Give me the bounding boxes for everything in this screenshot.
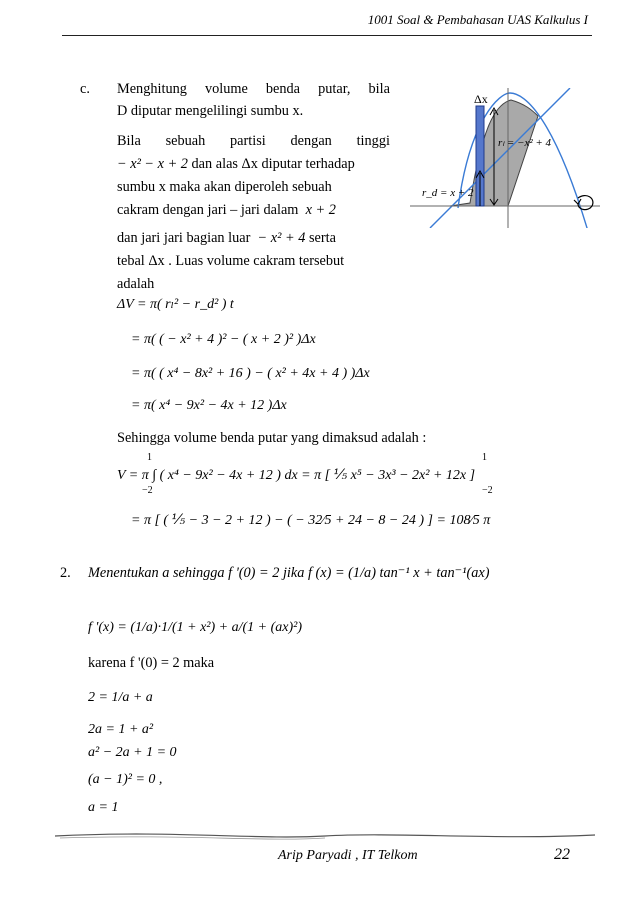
running-header: 1001 Soal & Pembahasan UAS Kalkulus I bbox=[367, 12, 588, 27]
step-2: 2a = 1 + a² bbox=[88, 722, 154, 737]
height-expression: − x² − x + 2 bbox=[117, 156, 188, 172]
inner-radius-label: r_d = x + 2 bbox=[422, 187, 474, 199]
problem-2-statement: Menentukan a sehingga f '(0) = 2 jika f (x) = (1/a) tan⁻¹ x + tan⁻¹(ax) bbox=[88, 565, 490, 581]
part-c-label: c. bbox=[80, 81, 90, 97]
step-3: a² − 2a + 1 = 0 bbox=[88, 745, 177, 760]
dv-line-2: = π( ( − x² + 4 )² − ( x + 2 )² )Δx bbox=[131, 332, 316, 347]
part-c-line-8: tebal Δx . Luas volume cakram tersebut bbox=[117, 253, 345, 269]
delta-x-label: Δx bbox=[474, 92, 488, 106]
footer-author: Arip Paryadi , IT Telkom bbox=[278, 848, 418, 863]
volume-line-2: = π [ ( ⅕ − 3 − 2 + 12 ) − ( − 32⁄5 + 24 − 8 − 24 ) ] = 108⁄5 π bbox=[131, 513, 491, 528]
problem-2-number: 2. bbox=[60, 565, 71, 581]
conclusion-text: Sehingga volume benda putar yang dimaksud adalah : bbox=[117, 430, 427, 446]
header-rule bbox=[62, 35, 592, 36]
line-7-text: dan jari jari bagian luar bbox=[117, 230, 251, 246]
derivative-line: f '(x) = (1/a)·1/(1 + x²) + a/(1 + (ax)²) bbox=[88, 620, 302, 635]
outer-radius-label: rₗ = −x² + 4 bbox=[498, 137, 552, 149]
solid-of-revolution-figure bbox=[410, 88, 600, 228]
part-c-line-4 bbox=[117, 153, 355, 175]
part-c-line-9: adalah bbox=[117, 276, 155, 292]
dv-line-3: = π( ( x⁴ − 8x² + 16 ) − ( x² + 4x + 4 ) )Δx bbox=[131, 366, 370, 381]
line-4-text: dan alas Δx diputar terhadap bbox=[191, 156, 355, 172]
step-5: a = 1 bbox=[88, 800, 119, 815]
dv-line-4: = π( x⁴ − 9x² − 4x + 12 )Δx bbox=[131, 398, 287, 413]
volume-line-1: V = π ∫ ( x⁴ − 9x² − 4x + 12 ) dx = π [ ⅕ x⁵ − 3x³ − 2x² + 12x ] bbox=[117, 468, 476, 483]
part-c-line-1: Menghitung volume benda putar, bila bbox=[117, 81, 390, 97]
step-1: 2 = 1/a + a bbox=[88, 690, 153, 705]
outer-radius-expression: − x² + 4 bbox=[257, 230, 306, 246]
step-4: (a − 1)² = 0 , bbox=[88, 772, 163, 787]
dv-line-1: ΔV = π( rₗ² − r_d² ) t bbox=[117, 297, 234, 312]
page-number: 22 bbox=[554, 846, 570, 863]
line-7-tail: serta bbox=[308, 230, 336, 246]
footer-divider bbox=[55, 828, 595, 844]
inner-radius-expression: x + 2 bbox=[305, 202, 336, 218]
line-6-text: cakram dengan jari – jari dalam bbox=[117, 202, 299, 218]
part-c-line-6 bbox=[117, 199, 336, 221]
part-c-line-3: Bila sebuah partisi dengan tinggi bbox=[117, 133, 390, 149]
part-c-line-5: sumbu x maka akan diperoleh sebuah bbox=[117, 179, 332, 195]
integral-upper-limit: 1 bbox=[147, 452, 152, 463]
part-c-line-7 bbox=[117, 227, 336, 249]
bracket-upper-limit: 1 bbox=[482, 452, 487, 463]
karena-line: karena f '(0) = 2 maka bbox=[88, 655, 215, 671]
bracket-lower-limit: −2 bbox=[482, 485, 493, 496]
integral-lower-limit: −2 bbox=[142, 485, 153, 496]
part-c-line-2: D diputar mengelilingi sumbu x. bbox=[117, 103, 304, 119]
